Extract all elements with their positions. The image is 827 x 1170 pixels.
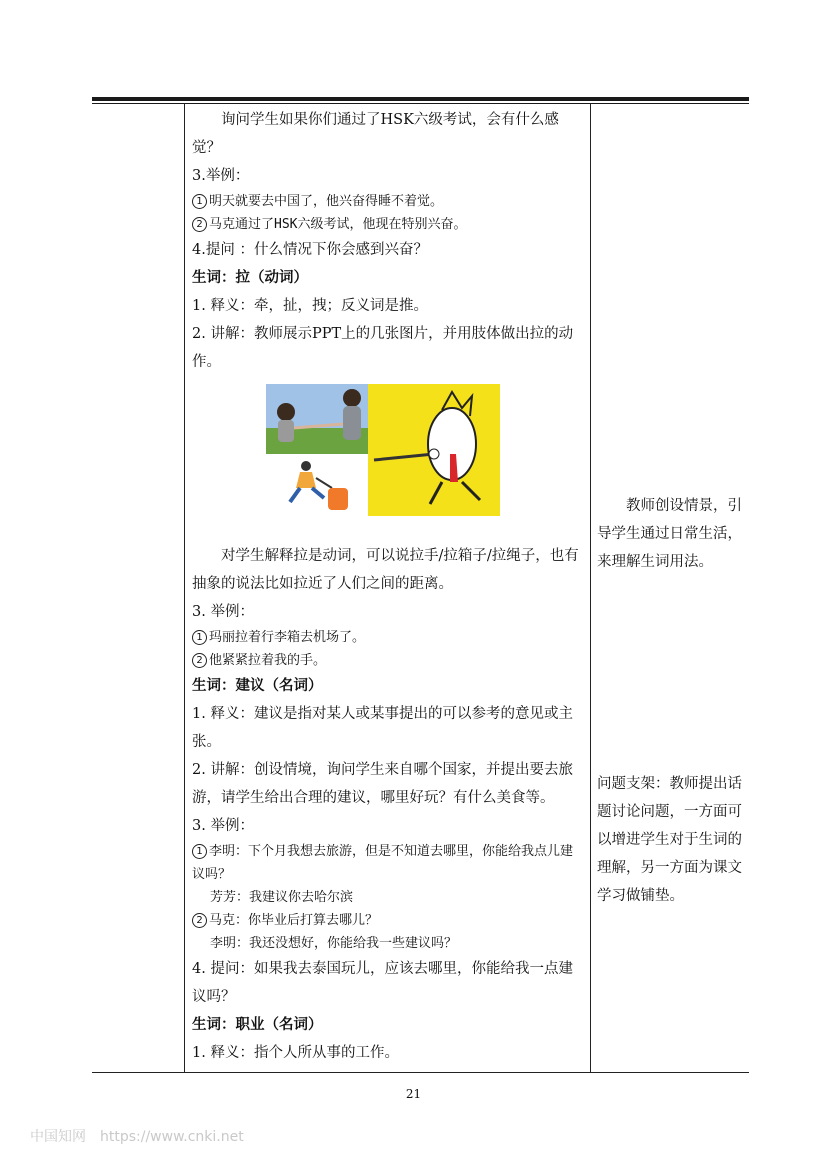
header-thin-rule [92,103,749,104]
right-note-2: 问题支架：教师提出话题讨论问题，一方面可以增进学生对于生词的理解，另一方面为课文学习做铺垫。 [597,776,742,904]
section3-label: 3.举例： [192,168,250,184]
word-la-heading: 生词：拉（动词） [192,270,308,286]
word-jianyi-examples-label: 3. 举例： [192,818,254,834]
pull-illustration [266,384,500,516]
dialog2-line2: 李明：我还没想好，你能给我一些建议吗？ [210,936,458,951]
intro-question: 询问学生如果你们通过了HSK六级考试，会有什么感觉？ [192,112,559,156]
example-la1: 1 玛丽拉着行李箱去机场了。 [192,626,584,649]
word-zhiye-definition: 1. 释义：指个人所从事的工作。 [192,1045,399,1061]
header-thick-rule [92,97,749,101]
person-pulling-suitcase-image [266,454,368,516]
word-la-definition: 1. 释义：牵，扯，拽；反义词是推。 [192,298,428,314]
word-la-after-image: 对学生解释拉是动词，可以说拉手/拉箱子/拉绳子，也有抽象的说法比如拉近了人们之间的距离。 [192,548,579,592]
example-a2: 2 马克通过了HSK六级考试，他现在特别兴奋。 [192,213,584,236]
main-content-column [192,106,584,1067]
cnki-watermark: 中国知网 https://www.cnki.net [30,1129,244,1145]
dialog2-line1: 2 马克：你毕业后打算去哪儿？ [192,909,584,932]
word-jianyi-heading: 生词：建议（名词） [192,678,323,694]
word-jianyi-definition: 1. 释义：建议是指对某人或某事提出的可以参考的意见或主张。 [192,706,573,750]
table-left-border [184,103,185,1073]
dialog1-line1: 1 李明：下个月我想去旅游，但是不知道去哪里，你能给我点儿建议吗？ [192,844,574,882]
right-note-1: 教师创设情景，引导学生通过日常生活，来理解生词用法。 [597,498,742,570]
word-la-examples-label: 3. 举例： [192,604,254,620]
word-jianyi-explain: 2. 讲解：创设情境，询问学生来自哪个国家，并提出要去旅游，请学生给出合理的建议，哪里好玩？有什么美食等。 [192,762,573,806]
cartoon-pulling-rope-image [368,384,500,516]
word-jianyi-question: 4. 提问：如果我去泰国玩儿，应该去哪里，你能给我一点建议吗？ [192,961,573,1005]
table-bottom-rule [92,1072,749,1073]
table-middle-border [590,103,591,1073]
children-holding-hands-image [266,384,368,454]
page-number: 21 [405,1087,422,1101]
dialog1-line2: 芳芳：我建议你去哈尔滨 [210,890,354,905]
example-a1: 1 明天就要去中国了，他兴奋得睡不着觉。 [192,190,584,213]
question-4: 4.提问 ：什么情况下你会感到兴奋？ [192,242,428,258]
example-la2: 2 他紧紧拉着我的手。 [192,649,584,672]
word-la-explain: 2. 讲解：教师展示PPT上的几张图片，并用肢体做出拉的动作。 [192,326,574,370]
word-zhiye-heading: 生词：职业（名词） [192,1017,323,1033]
